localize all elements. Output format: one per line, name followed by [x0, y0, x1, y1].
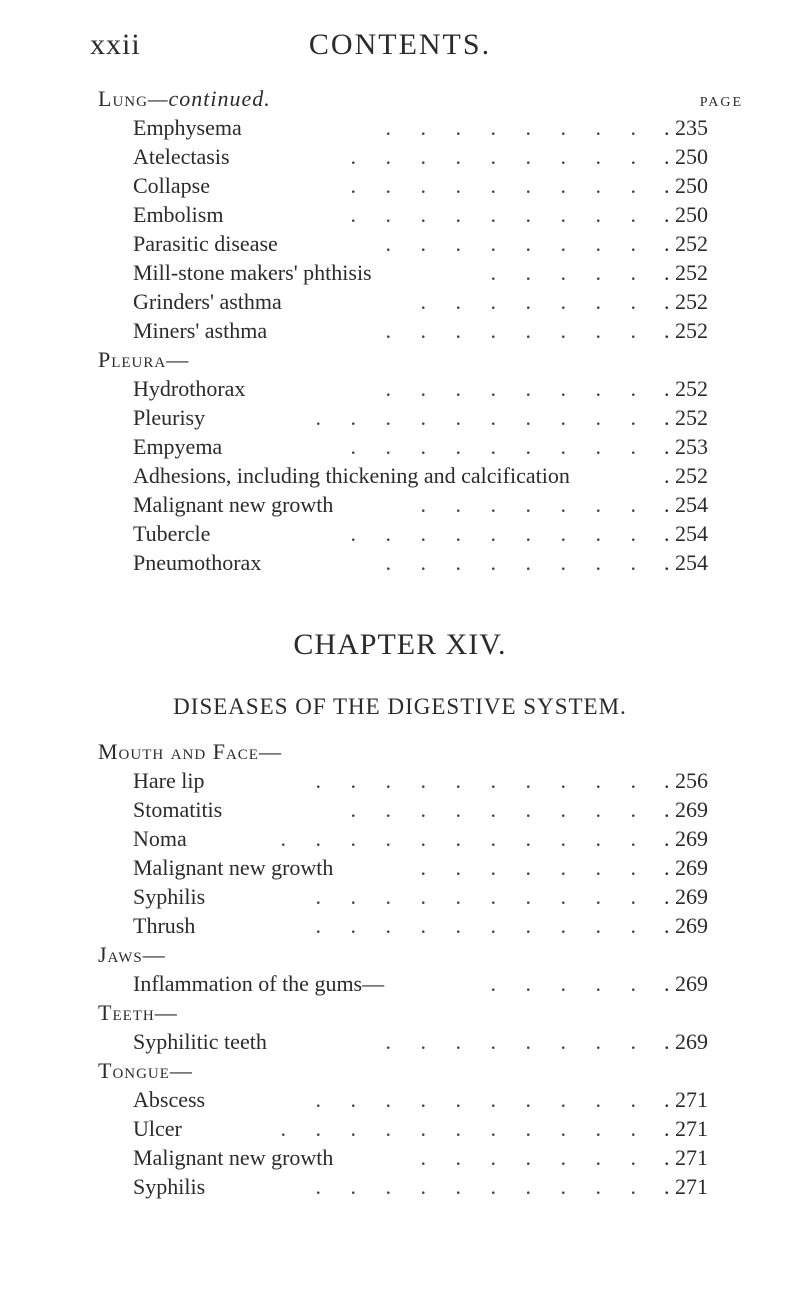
- leader-dots: . . . . . . . . . . .: [280, 1116, 648, 1141]
- toc-entry-page: . 271: [664, 1172, 750, 1201]
- page-column-label: PAGE: [699, 95, 743, 110]
- toc-entry: [0, 142, 800, 171]
- toc-entry-page: . 269: [664, 882, 750, 911]
- leader-dots: . . . . .: [490, 260, 648, 285]
- toc-entry: [0, 374, 800, 403]
- leader-dots: . . . . . . . . . .: [315, 913, 648, 938]
- toc-entry-page: . 252: [664, 374, 750, 403]
- toc-entry: [0, 258, 800, 287]
- toc-entry-label: Grinders' asthma: [133, 289, 282, 314]
- section-lung: [0, 84, 800, 345]
- toc-entry-label: Atelectasis: [133, 144, 230, 169]
- toc-entry-label: Pneumothorax: [133, 550, 262, 575]
- leader-dots: . . . . . . . . .: [350, 202, 648, 227]
- toc-entry: [0, 490, 800, 519]
- toc-entry: [0, 548, 800, 577]
- section-heading: Mouth and Face—: [98, 739, 282, 764]
- toc-entry: [0, 316, 800, 345]
- chapter-title: CHAPTER XIV.: [293, 628, 507, 661]
- section-jaws: [0, 940, 800, 998]
- toc-entry-label: Pleurisy: [133, 405, 206, 430]
- section-heading-row: [0, 737, 800, 766]
- toc-entry: [0, 882, 800, 911]
- toc-entry-page: . 253: [664, 432, 750, 461]
- toc-entry-label: Syphilitic teeth: [133, 1029, 267, 1054]
- toc-entry-label: Noma: [133, 826, 187, 851]
- toc-entry-page: . 256: [664, 766, 750, 795]
- toc-entry-page: . 235: [664, 113, 750, 142]
- toc-entry-label: Empyema: [133, 434, 223, 459]
- toc-entry-label: Emphysema: [133, 115, 242, 140]
- page-title: CONTENTS.: [308, 28, 492, 61]
- toc-entry-label: Mill-stone makers' phthisis: [133, 260, 372, 285]
- section-heading-suffix: —continued.: [147, 86, 271, 111]
- toc-entry: [0, 229, 800, 258]
- toc-entry-label: Malignant new growth: [133, 1145, 334, 1170]
- toc-entry-label: Stomatitis: [133, 797, 223, 822]
- section-heading-row: [0, 1056, 800, 1085]
- toc-entry-page: . 271: [664, 1085, 750, 1114]
- toc-entry-page: . 250: [664, 142, 750, 171]
- section-heading: Lung—continued.: [98, 86, 271, 111]
- toc-entry: [0, 1085, 800, 1114]
- toc-entry: [0, 795, 800, 824]
- leader-dots: . . . . . . . .: [385, 376, 648, 401]
- toc-entry-page: . 271: [664, 1114, 750, 1143]
- toc-entry-page: . 252: [664, 316, 750, 345]
- toc-entry: [0, 766, 800, 795]
- section-heading: Teeth—: [98, 1000, 178, 1025]
- leader-dots: . . . . . . . . . .: [315, 1087, 648, 1112]
- toc-entry-label: Miners' asthma: [133, 318, 268, 343]
- toc-entry: [0, 824, 800, 853]
- leader-dots: . . . . . . . . .: [350, 173, 648, 198]
- toc-entry: [0, 113, 800, 142]
- running-head: [0, 20, 800, 70]
- toc-entry: [0, 1172, 800, 1201]
- toc-entry: [0, 519, 800, 548]
- toc-entry-label: Syphilis: [133, 1174, 206, 1199]
- toc-entry-page: . 269: [664, 795, 750, 824]
- toc-entry-label: Hare lip: [133, 768, 205, 793]
- leader-dots: . . . . . . .: [420, 1145, 648, 1170]
- toc-entry: [0, 461, 800, 490]
- section-pleura: [0, 345, 800, 577]
- section-tongue: [0, 1056, 800, 1201]
- leader-dots: . . . . . . . . .: [350, 434, 648, 459]
- toc-entry-label: Embolism: [133, 202, 224, 227]
- toc-entry-page: . 269: [664, 853, 750, 882]
- toc-entry-page: . 252: [664, 229, 750, 258]
- toc-entry-page: . 252: [664, 258, 750, 287]
- leader-dots: . . . . . . . . . .: [315, 1174, 648, 1199]
- toc-entry: [0, 200, 800, 229]
- leader-dots: . . . . . . . . .: [350, 521, 648, 546]
- toc-entry-label: Tubercle: [133, 521, 211, 546]
- section-teeth: [0, 998, 800, 1056]
- leader-dots: . . . . . . .: [420, 855, 648, 880]
- toc-entry-page: . 269: [664, 969, 750, 998]
- leader-dots: . . . . .: [490, 971, 648, 996]
- toc-entry-label: Inflammation of the gums—: [133, 971, 385, 996]
- leader-dots: . . . . . . . . . .: [315, 884, 648, 909]
- toc-entry-label: Syphilis: [133, 884, 206, 909]
- toc-entry-label: Hydrothorax: [133, 376, 246, 401]
- toc-entry-page: . 252: [664, 287, 750, 316]
- section-heading-row: [0, 84, 800, 113]
- leader-dots: . . . . . . . . .: [350, 797, 648, 822]
- toc-entry: [0, 1143, 800, 1172]
- section-heading: Pleura—: [98, 347, 190, 372]
- leader-dots: . . . . . . . . .: [350, 144, 648, 169]
- toc-entry-label: Abscess: [133, 1087, 206, 1112]
- leader-dots: . . . . . . . .: [385, 115, 648, 140]
- toc-entry-page: . 252: [664, 403, 750, 432]
- toc-entry: [0, 1114, 800, 1143]
- toc-entry-page: . 252: [664, 461, 750, 490]
- toc-entry-page: . 269: [664, 1027, 750, 1056]
- toc-entry-page: . 254: [664, 490, 750, 519]
- leader-dots: . . . . . . . . . .: [315, 405, 648, 430]
- page-number: xxii: [90, 28, 141, 61]
- toc-entry-page: . 254: [664, 519, 750, 548]
- toc-entry-page: . 271: [664, 1143, 750, 1172]
- toc-entry: [0, 403, 800, 432]
- leader-dots: . . . . . . . .: [385, 1029, 648, 1054]
- toc-entry-page: . 250: [664, 171, 750, 200]
- chapter-subtitle: DISEASES OF THE DIGESTIVE SYSTEM.: [173, 694, 627, 719]
- toc-entry: [0, 171, 800, 200]
- leader-dots: . . . . . . . . . . .: [280, 826, 648, 851]
- toc-entry: [0, 853, 800, 882]
- toc-entry-page: . 269: [664, 824, 750, 853]
- toc-entry-label: Ulcer: [133, 1116, 182, 1141]
- section-heading-row: [0, 998, 800, 1027]
- section-heading-row: [0, 940, 800, 969]
- toc-entry-label: Thrush: [133, 913, 196, 938]
- section-heading-row: [0, 345, 800, 374]
- toc-entry-page: . 254: [664, 548, 750, 577]
- toc-entry: [0, 287, 800, 316]
- toc-entry-page: . 250: [664, 200, 750, 229]
- leader-dots: . . . . . . .: [420, 492, 648, 517]
- toc-entry-label: Parasitic disease: [133, 231, 278, 256]
- leader-dots: . . . . . . .: [420, 289, 648, 314]
- toc-entry-label: Collapse: [133, 173, 210, 198]
- toc-entry-label: Malignant new growth: [133, 855, 334, 880]
- toc-entry: [0, 969, 800, 998]
- toc-entry: [0, 432, 800, 461]
- leader-dots: . . . . . . . .: [385, 550, 648, 575]
- toc-entry-page: . 269: [664, 911, 750, 940]
- toc-entry-label: Adhesions, including thickening and calcification: [133, 463, 570, 488]
- toc-entry: [0, 1027, 800, 1056]
- leader-dots: . . . . . . . . . .: [315, 768, 648, 793]
- section-mouth-face: [0, 737, 800, 940]
- toc-entry: [0, 911, 800, 940]
- leader-dots: . . . . . . . .: [385, 318, 648, 343]
- leader-dots: . . . . . . . .: [385, 231, 648, 256]
- section-heading: Jaws—: [98, 942, 166, 967]
- section-heading: Tongue—: [98, 1058, 193, 1083]
- toc-entry-label: Malignant new growth: [133, 492, 334, 517]
